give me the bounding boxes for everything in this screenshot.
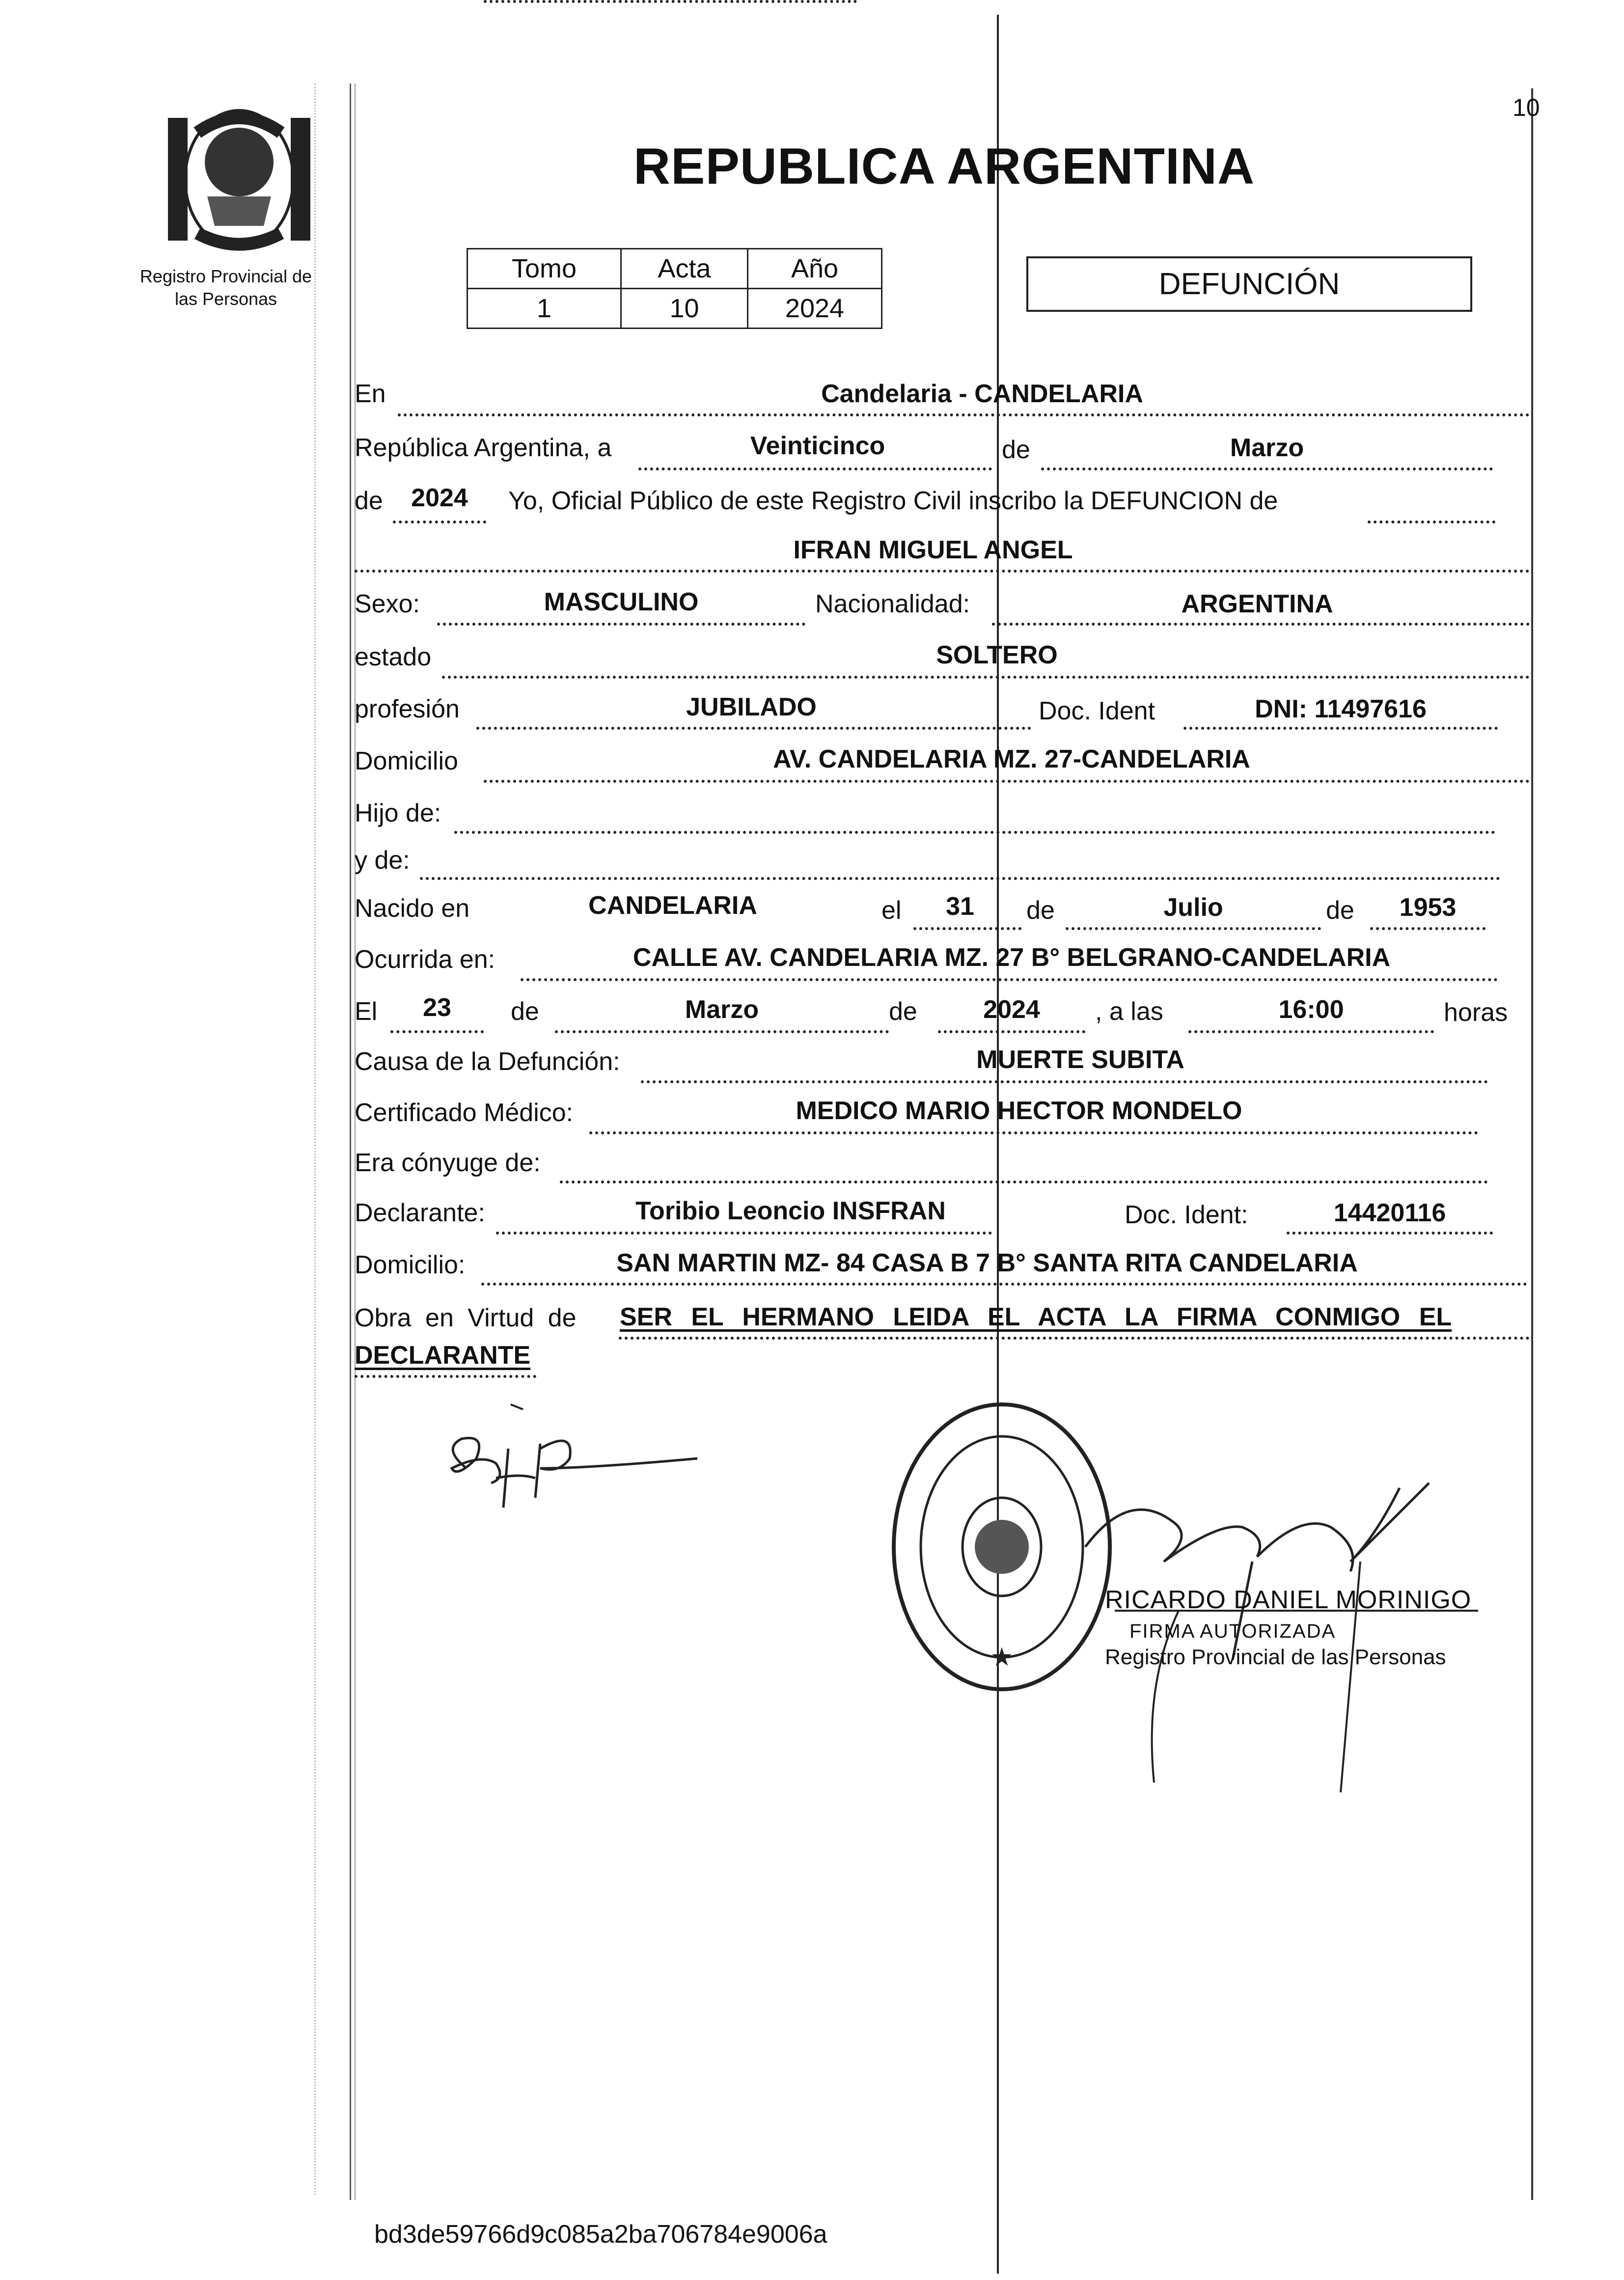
record-table bbox=[467, 248, 882, 329]
record-value-row bbox=[468, 289, 882, 329]
record-value-tomo: 1 bbox=[468, 289, 621, 329]
sexo-label: Sexo: bbox=[355, 590, 420, 618]
ocurrida-dotted-line bbox=[521, 978, 1498, 981]
nacionalidad-dotted-line bbox=[992, 623, 1530, 626]
month-de-label: de bbox=[1002, 436, 1030, 464]
death-de-label: de bbox=[511, 997, 539, 1026]
alas-label: , a las bbox=[1095, 997, 1163, 1026]
causa-dotted-line bbox=[641, 1080, 1488, 1083]
domicilio-label: Domicilio bbox=[355, 747, 458, 775]
birth-day-dotted-line bbox=[913, 927, 1021, 930]
sexo-value: MASCULINO bbox=[544, 588, 699, 616]
obra-value-line2: DECLARANTE bbox=[355, 1341, 531, 1370]
causa-label: Causa de la Defunción: bbox=[355, 1047, 620, 1076]
death-month-value: Marzo bbox=[685, 995, 759, 1024]
death-time-dotted-line bbox=[1188, 1030, 1434, 1033]
birth-month-value: Julio bbox=[1163, 893, 1223, 922]
registry-label-line1: Registro Provincial de bbox=[139, 266, 312, 286]
decl-domicilio-label: Domicilio: bbox=[355, 1251, 466, 1279]
name-dotted-line bbox=[355, 570, 1530, 573]
scan-fold-line bbox=[997, 15, 999, 2274]
horas-label: horas bbox=[1444, 998, 1508, 1027]
death-month-dotted-line bbox=[555, 1030, 889, 1033]
domicilio-dotted-line bbox=[484, 780, 1530, 783]
document-type-box: DEFUNCIÓN bbox=[1026, 256, 1472, 312]
hijo-dotted-line bbox=[454, 831, 1495, 834]
death-year-dotted-line bbox=[938, 1030, 1085, 1033]
en-label: En bbox=[355, 380, 386, 408]
declarante-doc-label: Doc. Ident: bbox=[1125, 1201, 1248, 1229]
year-de-label: de bbox=[355, 487, 383, 515]
profesion-label: profesión bbox=[355, 695, 460, 723]
birth-day-value: 31 bbox=[946, 892, 974, 921]
registry-label bbox=[123, 265, 329, 310]
official-title: FIRMA AUTORIZADA bbox=[1129, 1621, 1336, 1642]
estado-dotted-line bbox=[442, 676, 1530, 679]
yde-label: y de: bbox=[355, 846, 410, 875]
nacido-dotted-line bbox=[484, 0, 857, 3]
certificado-value: MEDICO MARIO HECTOR MONDELO bbox=[796, 1097, 1242, 1125]
certificado-dotted-line bbox=[589, 1131, 1478, 1134]
left-dotted-margin bbox=[314, 83, 316, 2195]
deceased-name: IFRAN MIGUEL ANGEL bbox=[793, 536, 1073, 564]
document-hash: bd3de59766d9c085a2ba706784e9006a bbox=[374, 2220, 827, 2249]
domicilio-value: AV. CANDELARIA MZ. 27-CANDELARIA bbox=[773, 745, 1250, 773]
death-time-value: 16:00 bbox=[1278, 995, 1344, 1024]
yde-dotted-line bbox=[420, 877, 1500, 880]
birth-year-value: 1953 bbox=[1399, 893, 1457, 922]
record-header-row bbox=[468, 249, 882, 289]
declarant-signature bbox=[422, 1395, 717, 1522]
oficial-text: Yo, Oficial Público de este Registro Civil inscribo la DEFUNCION de bbox=[508, 487, 1278, 515]
conyuge-dotted-line bbox=[560, 1181, 1488, 1183]
official-office: Registro Provincial de las Personas bbox=[1105, 1645, 1446, 1669]
day-words-value: Veinticinco bbox=[750, 432, 885, 460]
misiones-coat-of-arms-logo bbox=[158, 98, 320, 260]
declarante-label: Declarante: bbox=[355, 1199, 485, 1227]
estado-label: estado bbox=[355, 643, 432, 671]
en-value: Candelaria - CANDELARIA bbox=[821, 380, 1143, 408]
obra-label: Obra en Virtud de bbox=[355, 1304, 577, 1332]
doc-ident-value: DNI: 11497616 bbox=[1255, 695, 1427, 723]
birth-de2-label: de bbox=[1326, 896, 1354, 925]
death-day-dotted-line bbox=[390, 1030, 484, 1033]
declarante-doc-value: 14420116 bbox=[1333, 1199, 1446, 1227]
registry-label-line2: las Personas bbox=[174, 289, 277, 309]
month-value: Marzo bbox=[1230, 434, 1304, 462]
republica-label: República Argentina, a bbox=[355, 434, 612, 462]
nacionalidad-value: ARGENTINA bbox=[1181, 590, 1333, 618]
ocurrida-value: CALLE AV. CANDELARIA MZ. 27 B° BELGRANO-CANDELARIA bbox=[633, 943, 1391, 972]
record-value-anio: 2024 bbox=[748, 289, 882, 329]
day-dotted-line bbox=[638, 467, 992, 470]
estado-value: SOLTERO bbox=[936, 641, 1058, 669]
death-de2-label: de bbox=[889, 997, 917, 1026]
oficial-dotted-line bbox=[1368, 521, 1495, 523]
page-number: 10 bbox=[1513, 94, 1540, 121]
record-header-acta: Acta bbox=[621, 249, 748, 289]
declarante-value: Toribio Leoncio INSFRAN bbox=[635, 1197, 946, 1225]
sexo-dotted-line bbox=[437, 623, 805, 626]
record-header-anio: Año bbox=[748, 249, 882, 289]
death-el-label: El bbox=[355, 997, 378, 1026]
right-margin-line bbox=[1531, 88, 1533, 2200]
declarante-dotted-line bbox=[496, 1232, 992, 1235]
profesion-value: JUBILADO bbox=[686, 693, 817, 721]
hijo-label: Hijo de: bbox=[355, 799, 441, 827]
birth-year-dotted-line bbox=[1370, 927, 1486, 930]
document-title: REPUBLICA ARGENTINA bbox=[633, 138, 1255, 195]
obra-dotted-line-2 bbox=[355, 1375, 536, 1378]
obra-dotted-line-1 bbox=[619, 1337, 1530, 1340]
decl-domicilio-value: SAN MARTIN MZ- 84 CASA B 7 B° SANTA RITA CANDELARIA bbox=[616, 1249, 1358, 1277]
doc-ident-label: Doc. Ident bbox=[1039, 697, 1156, 725]
obra-value-line1: SER EL HERMANO LEIDA EL ACTA LA FIRMA CONMIGO EL bbox=[620, 1303, 1452, 1331]
month-dotted-line bbox=[1041, 467, 1493, 470]
ocurrida-label: Ocurrida en: bbox=[355, 945, 495, 974]
official-name: RICARDO DANIEL MORINIGO bbox=[1105, 1586, 1472, 1614]
death-day-value: 23 bbox=[423, 993, 451, 1022]
en-dotted-line bbox=[398, 413, 1530, 416]
birth-de-label: de bbox=[1026, 896, 1055, 925]
year-dotted-line bbox=[393, 521, 486, 523]
record-header-tomo: Tomo bbox=[468, 249, 621, 289]
nacido-label: Nacido en bbox=[355, 894, 470, 923]
record-value-acta: 10 bbox=[621, 289, 748, 329]
nacido-value: CANDELARIA bbox=[588, 891, 757, 920]
birth-el-label: el bbox=[881, 896, 902, 925]
year-value: 2024 bbox=[411, 484, 468, 512]
conyuge-label: Era cónyuge de: bbox=[355, 1149, 541, 1177]
doc-ident-dotted-line bbox=[1184, 727, 1498, 730]
nacionalidad-label: Nacionalidad: bbox=[815, 590, 970, 618]
profesion-dotted-line bbox=[476, 727, 1031, 730]
declarante-doc-dotted-line bbox=[1287, 1232, 1493, 1235]
decl-domicilio-dotted-line bbox=[481, 1283, 1527, 1286]
birth-month-dotted-line bbox=[1066, 927, 1321, 930]
svg-text:★: ★ bbox=[991, 1644, 1012, 1670]
left-margin-line bbox=[350, 83, 351, 2200]
causa-value: MUERTE SUBITA bbox=[976, 1045, 1184, 1074]
certificado-label: Certificado Médico: bbox=[355, 1099, 574, 1127]
death-year-value: 2024 bbox=[983, 995, 1040, 1024]
